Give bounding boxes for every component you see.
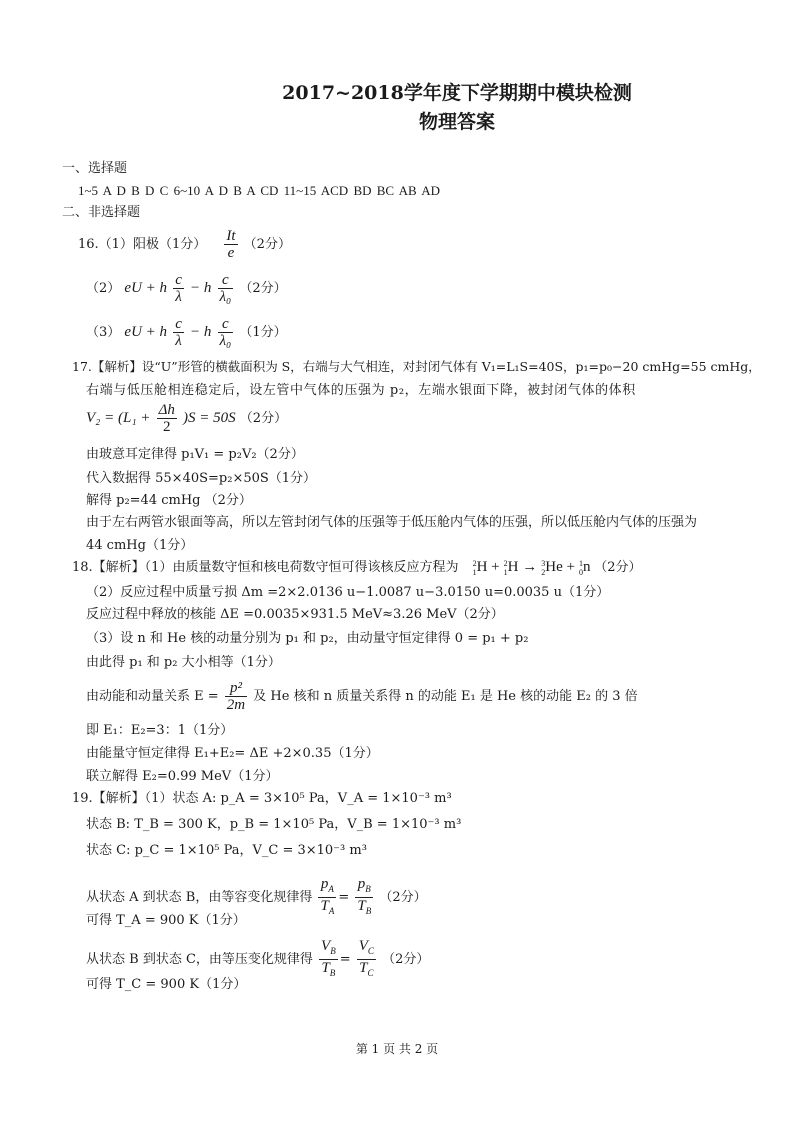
q16-part2	[86, 272, 287, 305]
q17-line7: 由于左右两管水银面等高，所以左管封闭气体的压强等于低压舱内气体的压强，所以低压舱内气体的压强为	[86, 515, 698, 530]
q19-line1: 19.【解析】（1）状态 A: p_A = 3×10⁵ Pa，V_A = 1×10⁻³ m³	[72, 791, 452, 806]
section-heading-choice: 一、选择题	[62, 161, 128, 176]
q16-part3-score: （1分）	[239, 325, 287, 340]
fraction-denominator: λ₀	[219, 333, 232, 349]
fraction-denominator: λ	[175, 333, 182, 349]
q16-part1-fraction	[224, 228, 237, 261]
q18-line5: 由此得 p₁ 和 p₂ 大小相等（1分）	[86, 655, 281, 670]
fraction-numerator: c	[218, 272, 234, 289]
exam-title: 2017~2018学年度下学期期中模块检测	[282, 82, 632, 104]
q16-part1-text: 16.（1）阳极（1分）	[78, 237, 207, 252]
q19-line4-prefix: 从状态 A 到状态 B，由等容变化规律得	[86, 890, 313, 905]
q16-part3-minus: − h	[190, 324, 212, 340]
fraction-numerator: $p_B$	[355, 876, 373, 898]
nuclide-h2-a: 2 1	[472, 558, 477, 577]
fraction-denominator: e	[227, 245, 235, 261]
fraction-numerator: It	[226, 228, 236, 244]
q17-line4: 由玻意耳定律得 p₁V₁ = p₂V₂（2分）	[86, 447, 304, 462]
q18-line1	[72, 558, 641, 577]
exam-subtitle: 物理答案	[418, 111, 495, 133]
q17-line8: 44 cmHg（1分）	[86, 538, 194, 553]
q19-line2: 状态 B: T_B = 300 K，p_B = 1×10⁵ Pa，V_B = 1×10⁻³ m³	[86, 817, 462, 832]
nuclide-h2-b: 2 1	[503, 558, 508, 577]
q16-part2-score: （2分）	[239, 281, 287, 296]
q16-part3-label: （3）	[86, 325, 121, 340]
q19-isochoric-lhs	[318, 876, 336, 919]
q18-line8: 由能量守恒定律得 E₁+E₂= ΔE +2×0.35（1分）	[86, 746, 379, 761]
q18-line1-text: 18.【解析】（1）由质量数守恒和核电荷数守恒可得该核反应方程为	[72, 560, 459, 575]
q16-part2-expr: eU + h	[124, 280, 168, 296]
nuclide-he3: 3 2	[541, 558, 546, 577]
q16-part2-frac-b	[218, 272, 234, 305]
q16-part3-frac-a	[173, 316, 184, 349]
q17-line3-score: （2分）	[239, 411, 288, 426]
q17-line3-lhs: V₂ = (L₁ +	[86, 410, 151, 426]
q18-energy-fraction	[225, 680, 247, 713]
q16-part2-minus: − h	[190, 280, 212, 296]
q19-line7: 可得 T_C = 900 K（1分）	[86, 977, 247, 992]
q19-isobaric-rhs	[357, 938, 376, 981]
fraction-denominator: 2	[162, 419, 171, 435]
page-footer: 第 1 页 共 2 页	[355, 1042, 439, 1056]
q16-part3-frac-b	[218, 316, 234, 349]
q19-line6-prefix: 从状态 B 到状态 C，由等压变化规律得	[86, 952, 313, 967]
q18-line3: 反应过程中释放的核能 ΔE =0.0035×931.5 MeV≈3.26 MeV（2分）	[86, 607, 504, 622]
q18-line7: 即 E₁：E₂=3：1（1分）	[86, 723, 234, 738]
choice-answers: 1~5 A D B D C 6~10 A D B A CD 11~15 ACD BD BC AB AD	[78, 183, 440, 198]
fraction-denominator: $T_B$	[357, 898, 372, 916]
q17-line5: 代入数据得 55×40S=p₂×50S（1分）	[86, 471, 317, 486]
fraction-denominator: $T_B$	[321, 960, 336, 978]
fraction-numerator: c	[175, 272, 182, 288]
q18-line9: 联立解得 E₂=0.99 MeV（1分）	[86, 769, 279, 784]
fraction-denominator: $T_A$	[320, 898, 335, 916]
fraction-numerator: p²	[225, 680, 247, 697]
section-heading-nonchoice: 二、非选择题	[62, 205, 141, 220]
fraction-numerator: $V_B$	[319, 938, 338, 960]
q17-line2: 右端与低压舱相连稳定后，设左管中气体的压强为 p₂，左端水银面下降，被封闭气体的体积	[86, 383, 636, 398]
q17-line1: 17.【解析】设“U”形管的横截面积为 S，右端与大气相连，对封闭气体有 V₁=L₁S=40S，p₁=p₀−20 cmHg=55 cmHg，	[72, 359, 761, 374]
q18-line1-score: （2分）	[594, 560, 642, 575]
fraction-denominator: 2m	[226, 697, 246, 713]
q18-line6-suffix: 及 He 核和 n 质量关系得 n 的动能 E₁ 是 He 核的动能 E₂ 的 3 倍	[253, 689, 638, 704]
fraction-denominator: λ₀	[219, 289, 232, 305]
q17-line3-rhs: )S = 50S	[183, 410, 236, 426]
nuclide-n: 1 0	[578, 558, 583, 577]
q19-line4-score: （2分）	[379, 890, 427, 905]
q18-line4: （3）设 n 和 He 核的动量分别为 p₁ 和 p₂，由动量守恒定律得 0 = p₁ + p₂	[86, 631, 529, 646]
q16-part2-frac-a	[173, 272, 184, 305]
q18-line2: （2）反应过程中质量亏损 Δm =2×2.0136 u−1.0087 u−3.0150 u=0.0035 u（1分）	[86, 585, 610, 600]
q19-isochoric-rhs	[355, 876, 373, 919]
q19-isobaric-lhs	[319, 938, 338, 981]
q18-line6-prefix: 由动能和动量关系 E =	[86, 689, 219, 704]
q18-line6	[86, 680, 638, 713]
q19-line4: 从状态 A 到状态 B，由等容变化规律得 $\frac{p_A}{T_A}$ = $\frac{p_B}{T_B}$ （2分）	[86, 876, 427, 919]
q19-line5: 可得 T_A = 900 K（1分）	[86, 913, 246, 928]
q19-line6-score: （2分）	[382, 952, 430, 967]
fraction-denominator: λ	[175, 289, 182, 305]
q16-part3-expr: eU + h	[124, 324, 168, 340]
fraction-numerator: $V_C$	[357, 938, 376, 960]
q18-reaction-equation: 2 1 H + 2 1 H → 3 2 He + 1 0 n	[469, 559, 595, 575]
q19-line3: 状态 C: p_C = 1×10⁵ Pa，V_C = 3×10⁻³ m³	[86, 843, 367, 858]
fraction-numerator: $p_A$	[318, 876, 336, 898]
q17-line3	[86, 402, 287, 435]
q17-line3-fraction	[157, 402, 177, 435]
q16-part1	[78, 228, 291, 261]
fraction-numerator: c	[218, 316, 234, 333]
q16-part3	[86, 316, 287, 349]
q16-part1-score: （2分）	[243, 237, 291, 252]
fraction-denominator: $T_C$	[359, 960, 374, 978]
q19-line6: 从状态 B 到状态 C，由等压变化规律得 $\frac{V_B}{T_B}$ = $\frac{V_C}{T_C}$ （2分）	[86, 938, 429, 981]
fraction-numerator: Δh	[158, 402, 175, 418]
fraction-numerator: c	[175, 316, 182, 332]
q16-part2-label: （2）	[86, 281, 121, 296]
q17-line6: 解得 p₂=44 cmHg （2分）	[86, 493, 252, 508]
